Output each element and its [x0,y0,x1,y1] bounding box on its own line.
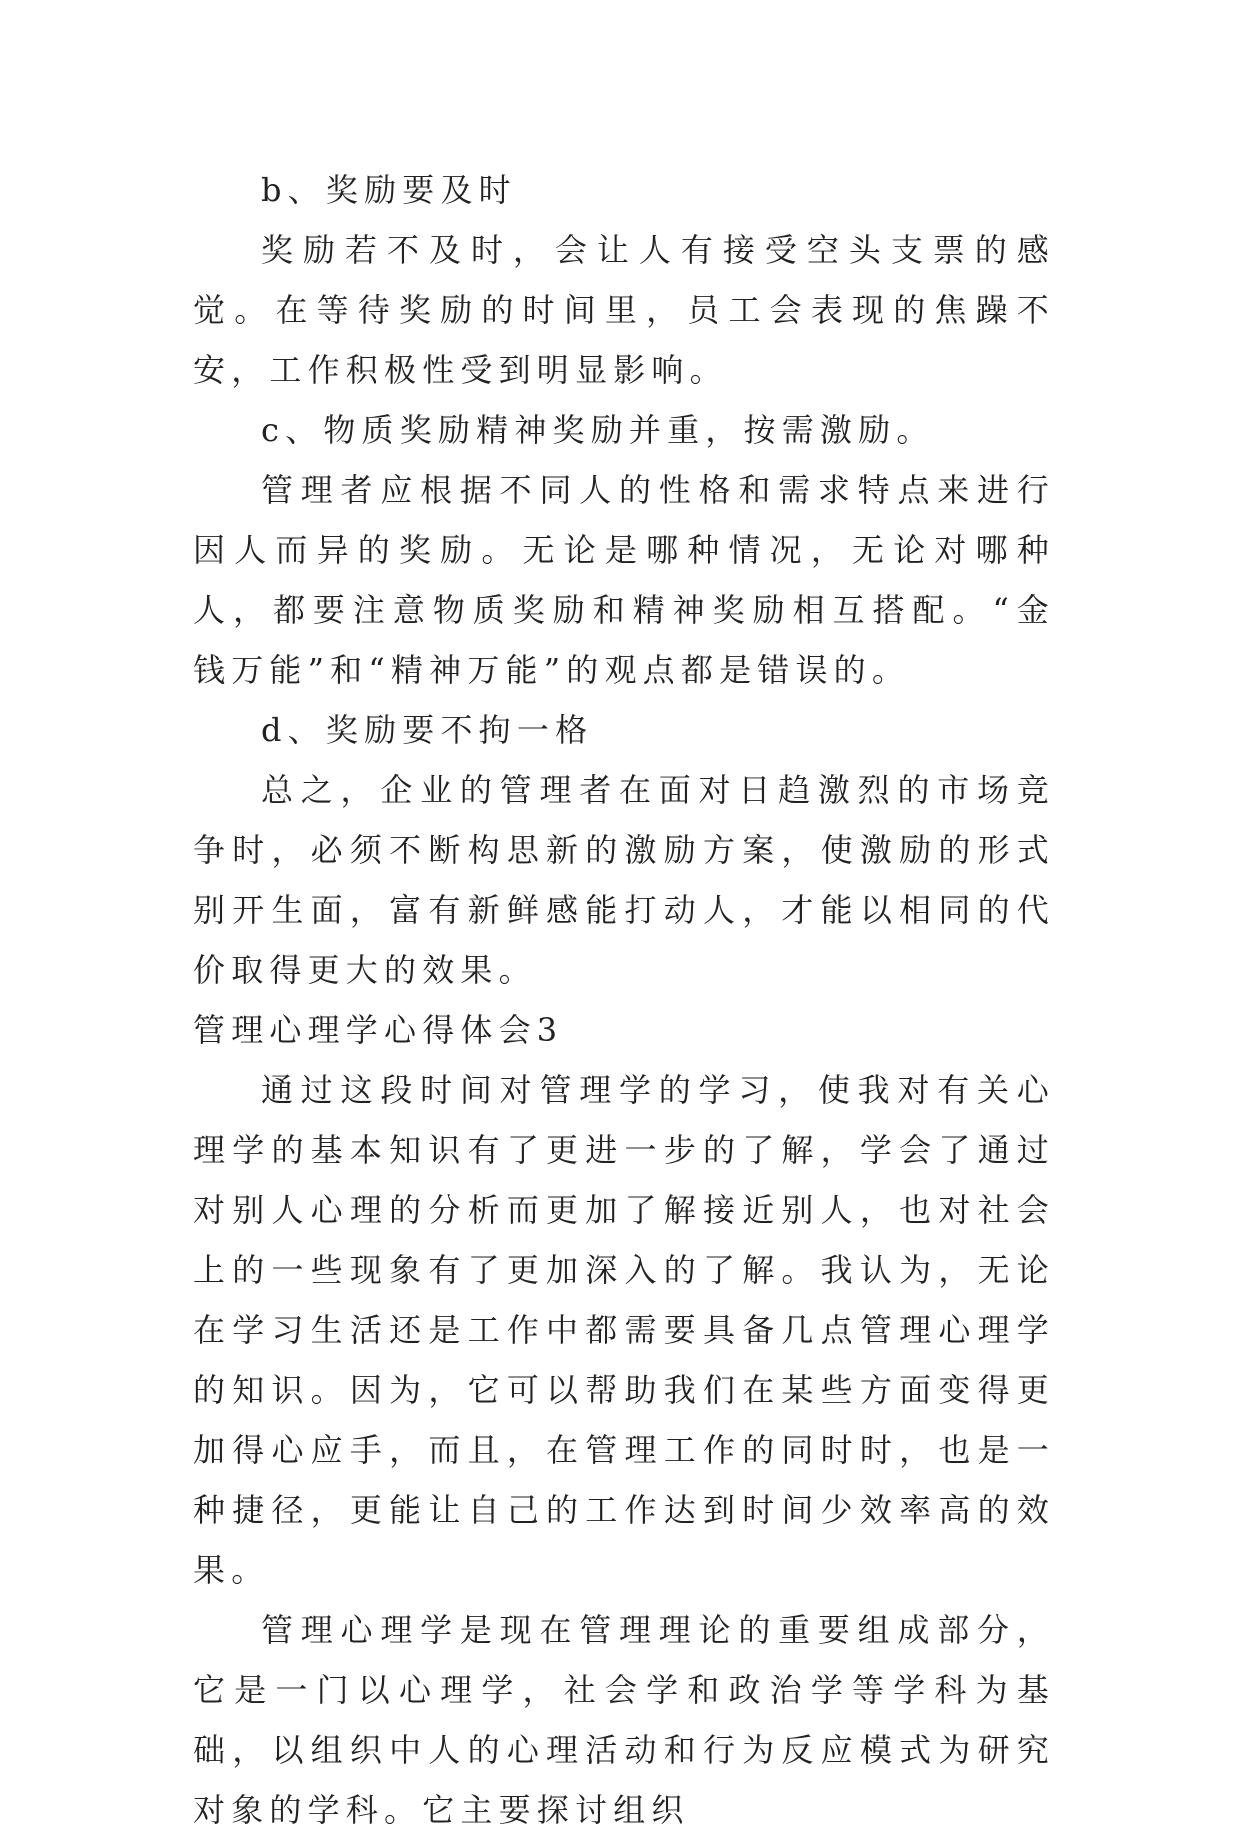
paragraph-c-body: 管理者应根据不同人的性格和需求特点来进行因人而异的奖励。无论是哪种情况，无论对哪种人，都要注意物质奖励和精神奖励相互搭配。“金钱万能”和“精神万能”的观点都是错误的。 [193,471,1055,689]
section-title: 管理心理学心得体会3 [193,1011,564,1049]
paragraph-c-heading: c、物质奖励精神奖励并重，按需激励。 [261,411,935,449]
paragraph-section3-body-1: 通过这段时间对管理学的学习，使我对有关心理学的基本知识有了更进一步的了解，学会了通过对别人心理的分析而更加了解接近别人，也对社会上的一些现象有了更加深入的了解。我认为，无论在学习生活还是工作中都需要具备几点管理心理学的知识。因为，它可以帮助我们在某些方面变得更加得心应手，而且，在管理工作的同时时，也是一种捷径，更能让自己的工作达到时间少效率高的效果。 [193,1071,1055,1589]
paragraph-b-heading: b、奖励要及时 [261,171,517,209]
paragraph-d-body: 总之，企业的管理者在面对日趋激烈的市场竞争时，必须不断构思新的激励方案，使激励的形式别开生面，富有新鲜感能打动人，才能以相同的代价取得更大的效果。 [193,771,1055,989]
paragraph-d-heading: d、奖励要不拘一格 [261,711,594,749]
document-page [193,160,1055,1840]
paragraph-section3-body-2: 管理心理学是现在管理理论的重要组成部分，它是一门以心理学，社会学和政治学等学科为基础，以组织中人的心理活动和行为反应模式为研究对象的学科。它主要探讨组织 [193,1611,1055,1829]
paragraph-b-body: 奖励若不及时，会让人有接受空头支票的感觉。在等待奖励的时间里，员工会表现的焦躁不安，工作积极性受到明显影响。 [193,231,1055,389]
